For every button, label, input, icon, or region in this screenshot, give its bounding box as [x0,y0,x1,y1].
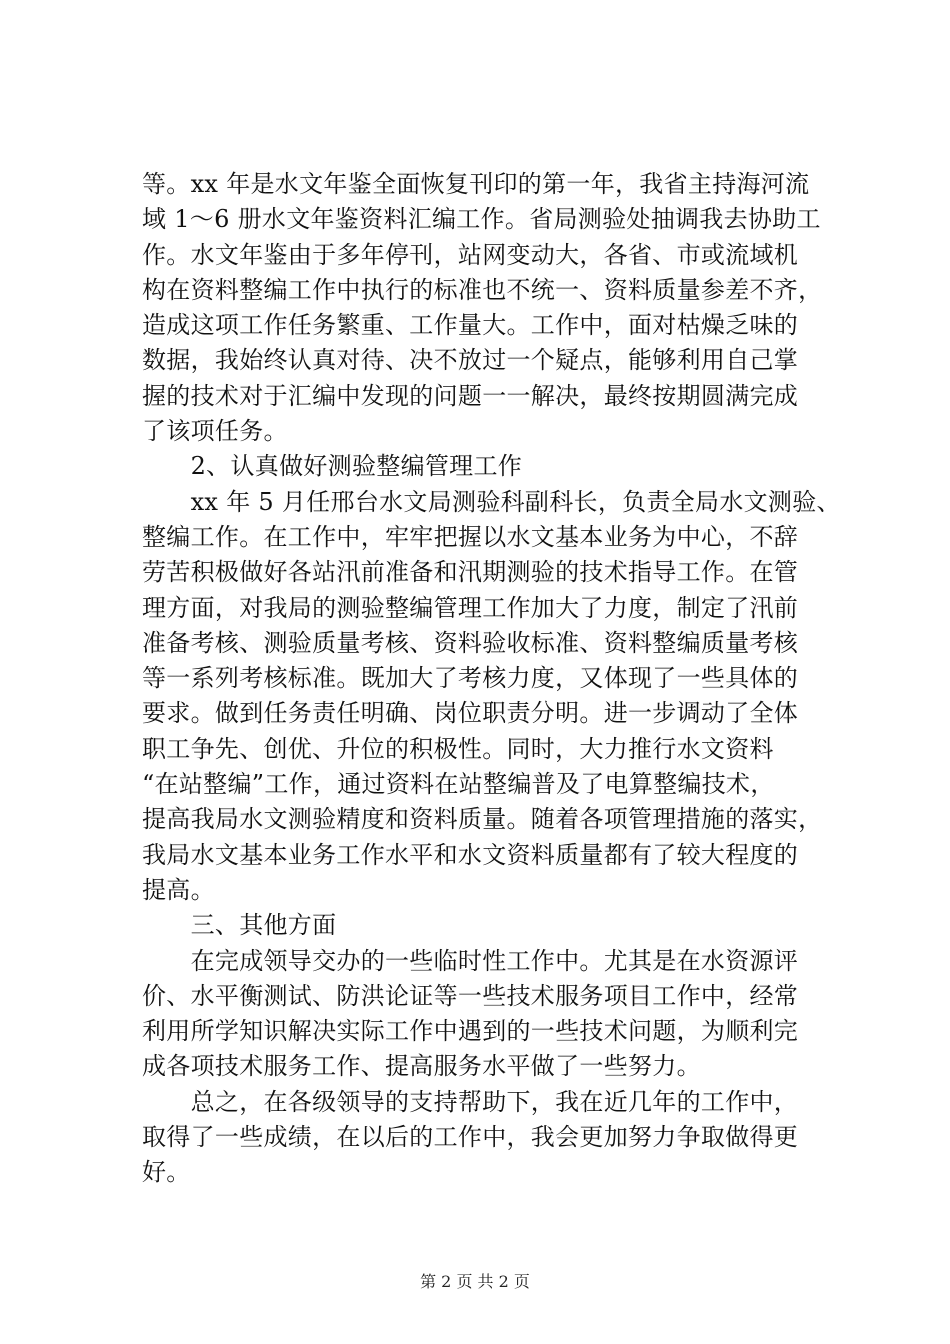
text-line: 提高我局水文测验精度和资料质量。随着各项管理措施的落实， [142,805,823,834]
text-line: 价、水平衡测试、防洪论证等一些技术服务项目工作中，经常 [142,981,799,1010]
text-line: 总之，在各级领导的支持帮助下，我在近几年的工作中， [142,1087,799,1116]
section-heading: 三、其他方面 [142,911,337,940]
text-line: 整编工作。在工作中，牢牢把握以水文基本业务为中心，不辞 [142,522,799,551]
text-line: 等。xx 年是水文年鉴全面恢复刊印的第一年，我省主持海河流 [142,170,810,198]
text-line: 要求。做到任务责任明确、岗位职责分明。进一步调动了全体 [142,699,799,728]
section-heading: 2、认真做好测验整编管理工作 [142,452,523,481]
text-line: 提高。 [142,875,215,904]
text-line: 成各项技术服务工作、提高服务水平做了一些努力。 [142,1052,701,1081]
text-line: 在完成领导交办的一些临时性工作中。尤其是在水资源评 [142,946,799,975]
text-line: 劳苦积极做好各站汛前准备和汛期测验的技术指导工作。在管 [142,558,799,587]
text-line: 了该项任务。 [142,417,288,446]
text-line: 准备考核、测验质量考核、资料验收标准、资料整编质量考核 [142,628,799,657]
body-text [142,167,841,1191]
text-line: 构在资料整编工作中执行的标准也不统一、资料质量参差不齐， [142,275,823,304]
text-line: 利用所学知识解决实际工作中遇到的一些技术问题，为顺利完 [142,1017,799,1046]
text-line: 握的技术对于汇编中发现的问题一一解决，最终按期圆满完成 [142,381,799,410]
text-line: 造成这项工作任务繁重、工作量大。工作中，面对枯燥乏味的 [142,311,799,340]
text-line: 我局水文基本业务工作水平和水文资料质量都有了较大程度的 [142,840,799,869]
text-line: 理方面，对我局的测验整编管理工作加大了力度，制定了汛前 [142,593,799,622]
page-footer: 第 2 页 共 2 页 [420,1272,530,1291]
text-line: 域 1～6 册水文年鉴资料汇编工作。省局测验处抽调我去协助工 [142,205,821,234]
text-line: “在站整编”工作，通过资料在站整编普及了电算整编技术， [142,770,775,799]
text-line: xx 年 5 月任邢台水文局测验科副科长，负责全局水文测验、 [142,487,841,516]
text-line: 作。水文年鉴由于多年停刊，站网变动大，各省、市或流域机 [142,240,799,269]
text-line: 数据，我始终认真对待、决不放过一个疑点，能够利用自己掌 [142,346,799,375]
text-line: 好。 [142,1158,191,1187]
text-line: 等一系列考核标准。既加大了考核力度，又体现了一些具体的 [142,664,799,693]
text-line: 职工争先、创优、升位的积极性。同时，大力推行水文资料 [142,734,774,763]
text-line: 取得了一些成绩，在以后的工作中，我会更加努力争取做得更 [142,1123,799,1152]
